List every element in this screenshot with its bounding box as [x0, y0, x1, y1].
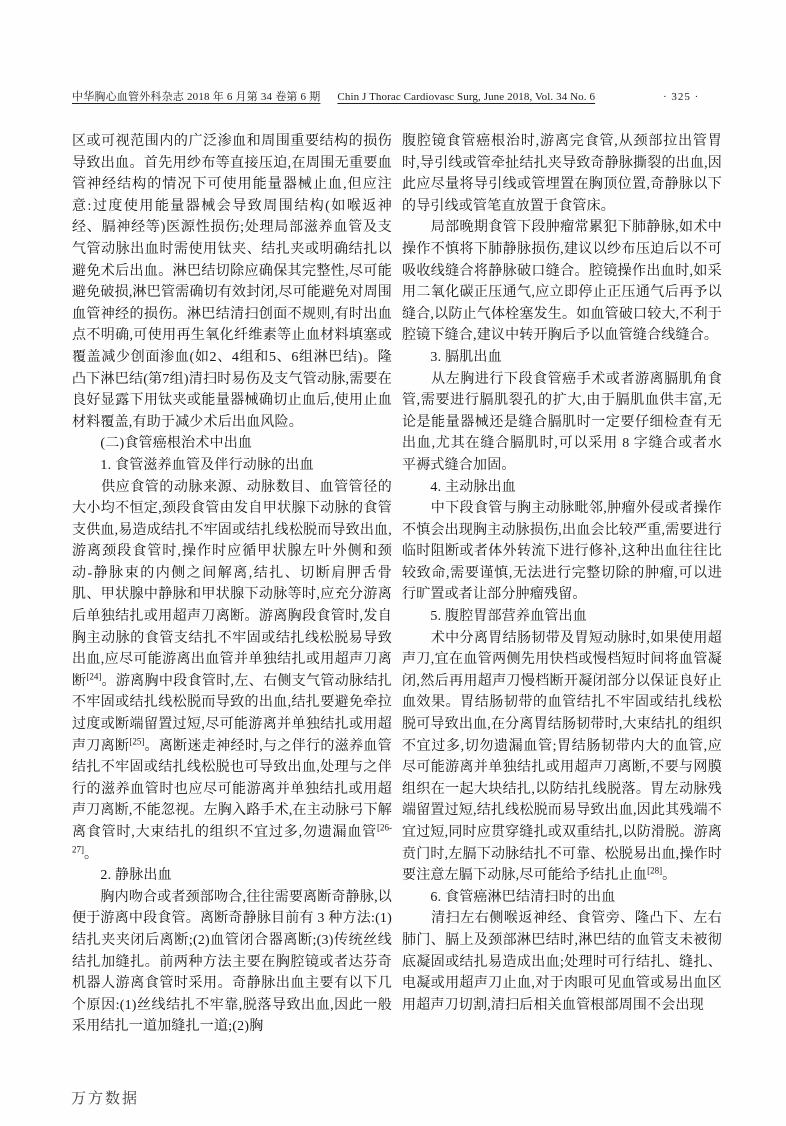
section-heading: 1. 食管滋养血管及伴行动脉的出血 — [72, 457, 314, 473]
page-number: · 325 · — [663, 91, 700, 103]
body-paragraph: 术中分离胃结肠韧带及胃短动脉时,如果使用超声刀,宜在血管两侧先用快档或慢档短时间将血管凝闭,然后再用超声刀慢档断开凝闭部分以保证良好止血效果。胃结肠韧带的血管结扎不牢固或结扎线松脱可导致出血,在分离胃结肠韧带时,大束结扎的组织不宜过多,切勿遗漏血管;胃结肠韧带内大的血管,应尽可能游离并单独结扎或用超声刀离断,不要与网膜组织在一起大块结扎,以防结扎线脱落。胃左动脉残端留置过短,结扎线松脱而易导致出血,因此其残端不宜过短,同时应贯穿缝扎或双重结扎,以防滑脱。游离贲门时,左膈下动脉结扎不可靠、松脱易出血,操作时要注意左膈下动脉,尽可能给予结扎止血[28]。 — [402, 630, 722, 884]
body-paragraph: 中下段食管与胸主动脉毗邻,肿瘤外侵或者操作不慎会出现胸主动脉损伤,出血会比较严重,需要进行临时阻断或者体外转流下进行修补,这种出血往往比较致命,需要谨慎,无法进行完整切除的肿瘤,可以进行旷置或者让部分肿瘤残留。 — [402, 501, 722, 603]
journal-title-chinese: 中华胸心血管外科杂志 2018 年 6 月第 34 卷第 6 期 — [72, 91, 321, 103]
running-head — [72, 90, 722, 104]
body-paragraph: 腹腔镜食管癌根治时,游离完食管,从颈部拉出管胃时,导引线或管牵扯结扎夹导致奇静脉撕裂的出血,因此应尽量将导引线或管埋置在胸顶位置,奇静脉以下的导引线或管笔直放置于食管床。 — [402, 134, 722, 214]
body-paragraph: 从左胸进行下段食管癌手术或者游离膈肌角食管,需要进行膈肌裂孔的扩大,由于膈肌血供丰富,无论是能量器械还是缝合膈肌时一定要仔细检查有无出血,尤其在缝合膈肌时,可以采用 8 字缝合或者水平褥式缝合加固。 — [402, 371, 722, 473]
wanfang-watermark: 万方数据 — [71, 1090, 140, 1107]
body-paragraph: 清扫左右侧喉返神经、食管旁、隆凸下、左右肺门、膈上及颈部淋巴结时,淋巴结的血管支未被彻底凝固或结扎易造成出血;处理时可行结扎、缝扎、电凝或用超声刀止血,对于肉眼可见血管或易出血区用超声刀切割,清扫后相关血管根部周围不会出现 — [402, 911, 722, 1013]
section-heading: 6. 食管癌淋巴结清扫时的出血 — [402, 889, 616, 905]
right-column — [402, 131, 722, 1038]
body-paragraph: 胸内吻合或者颈部吻合,往往需要离断奇静脉,以便于游离中段食管。离断奇静脉目前有 3 种方法:(1)结扎夹夹闭后离断;(2)血管闭合器离断;(3)传统丝线结扎加缝扎。前两种方法主要在胸腔镜或者达芬奇机器人游离食管时采用。奇静脉出血主要有以下几个原因:(1)丝线结扎不牢靠,脱落导致出血,因此一般采用结扎一道加缝扎一道;(2)胸 — [72, 889, 392, 1035]
body-paragraph: 局部晚期食管下段肿瘤常累犯下肺静脉,如术中操作不慎将下肺静脉损伤,建议以纱布压迫后以不可吸收线缝合将静脉破口缝合。腔镜操作出血时,如采用二氧化碳正压通气,应立即停止正压通气后再予以缝合,以防止气体栓塞发生。如血管破口较大,不利于腔镜下缝合,建议中转开胸后予以血管缝合线缝合。 — [402, 220, 722, 344]
body-paragraph: 供应食管的动脉来源、动脉数目、血管管径的大小均不恒定,颈段食管由发自甲状腺下动脉的食管支供血,易造成结扎不牢固或结扎线松脱而导致出血,游离颈段食管时,操作时应循甲状腺左叶外侧和颈动-静脉束的内侧之间解离,结扎、切断肩胛舌骨肌、甲状腺中静脉和甲状腺下动脉等时,应充分游离后单独结扎或用超声刀离断。游离胸段食管时,发自胸主动脉的食管支结扎不牢固或结扎线松脱易导致出血,应尽可能游离出血管并单独结扎或用超声刀离断[24]。游离胸中段食管时,左、右侧支气管动脉结扎不牢固或结扎线松脱而导致的出血,结扎要避免牵拉过度或断端留置过短,尽可能游离并单独结扎或用超声刀离断[25]。离断迷走神经时,与之伴行的滋养血管结扎不牢固或结扎线松脱也可导致出血,处理与之伴行的滋养血管时也应尽可能游离并单独结扎或用超声刀离断,不能忽视。左胸入路手术,在主动脉弓下解离食管时,大束结扎的组织不宜过多,勿遗漏血管[26-27]。 — [72, 479, 392, 862]
left-column — [72, 131, 392, 1038]
section-heading: 3. 膈肌出血 — [402, 349, 502, 365]
journal-title-english: Chin J Thorac Cardiovasc Surg, June 2018, Vol. 34 No. 6 — [337, 91, 596, 103]
section-heading: (二)食管癌根治术中出血 — [72, 436, 253, 452]
body-paragraph: 区或可视范围内的广泛渗血和周围重要结构的损伤导致出血。首先用纱布等直接压迫,在周围无重要血管神经结构的情况下可使用能量器械止血,但应注意:过度使用能量器械会导致周围结构(如喉返神经、膈神经等)医源性损伤;处理局部滋养血管及支气管动脉出血时需使用钛夹、结扎夹或明确结扎以避免术后出血。淋巴结切除应确保其完整性,尽可能避免破损,淋巴管需确切有效封闭,尽可能避免对周围血管神经的损伤。淋巴结清扫创面不规则,有时出血点不明确,可使用再生氧化纤维素等止血材料填塞或覆盖减少创面渗血(如2、4组和5、6组淋巴结)。隆凸下淋巴结(第7组)清扫时易伤及支气管动脉,需要在良好显露下用钛夹或能量器械确切止血后,使用止血材料覆盖,有助于减少术后出血风险。 — [72, 134, 392, 430]
article-body — [72, 131, 722, 1038]
section-heading: 4. 主动脉出血 — [402, 479, 516, 495]
section-heading: 5. 腹腔胃部营养血管出血 — [402, 609, 587, 625]
section-heading: 2. 静脉出血 — [72, 868, 172, 884]
